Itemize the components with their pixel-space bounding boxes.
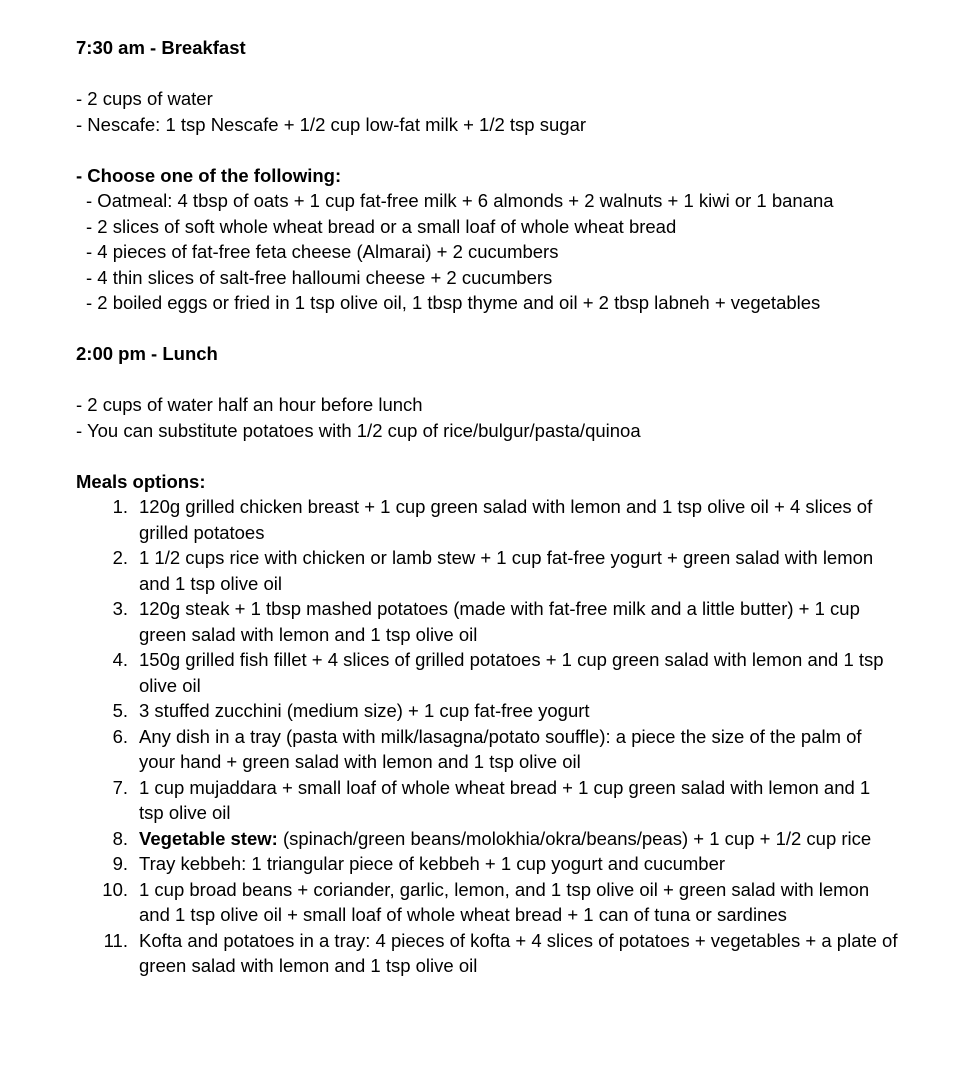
meal-option-text: 1 cup broad beans + coriander, garlic, lemon, and 1 tsp olive oil + green salad with lemon and 1 tsp olive oil + small loaf of whole wheat bread + 1 can of tuna or sardines	[139, 878, 870, 925]
meal-option-text: 120g steak + 1 tbsp mashed potatoes (made with fat-free milk and a little butter) + 1 cup green salad with lemon and 1 tsp olive oil	[139, 598, 860, 645]
lunch-heading: 2:00 pm - Lunch	[76, 343, 218, 364]
lunch-item: - 2 cups of water half an hour before lunch	[76, 394, 423, 415]
breakfast-item: - 2 cups of water	[76, 88, 213, 109]
choose-heading: - Choose one of the following:	[76, 164, 342, 186]
meal-option	[76, 494, 899, 545]
meal-option-text: Tray kebbeh: 1 triangular piece of kebbeh + 1 cup yogurt and cucumber	[139, 853, 726, 874]
breakfast-choice: - 4 thin slices of salt-free halloumi cheese + 2 cucumbers	[86, 266, 553, 288]
spacer	[76, 61, 940, 87]
meal-option-number: 5.	[112, 700, 128, 721]
meal-option-number: 10.	[102, 878, 128, 900]
spacer	[76, 367, 940, 393]
meal-option-bold-label: Vegetable stew:	[139, 827, 278, 849]
breakfast-choice: - 2 boiled eggs or fried in 1 tsp olive oil, 1 tbsp thyme and oil + 2 tbsp labneh + vegetables	[86, 292, 821, 313]
meal-option-number: 3.	[112, 598, 128, 619]
meal-option-text: (spinach/green beans/molokhia/okra/beans/peas) + 1 cup + 1/2 cup rice	[277, 827, 872, 849]
meal-option	[76, 928, 899, 979]
meal-option-number: 4.	[112, 649, 128, 670]
spacer	[76, 137, 940, 163]
meal-option-text: 150g grilled fish fillet + 4 slices of grilled potatoes + 1 cup green salad with lemon and 1 tsp olive oil	[139, 649, 884, 696]
meal-options-heading: Meals options:	[76, 470, 206, 492]
meal-option-text: 3 stuffed zucchini (medium size) + 1 cup fat-free yogurt	[139, 700, 590, 721]
meal-option-number: 1.	[112, 496, 128, 517]
spacer	[76, 443, 940, 469]
meal-option-text: Kofta and potatoes in a tray: 4 pieces of kofta + 4 slices of potatoes + vegetables + a plate of green salad with lemon and 1 tsp olive oil	[139, 929, 898, 976]
meal-option	[76, 826, 899, 852]
meal-option-number: 8.	[112, 827, 128, 849]
breakfast-choice: - Oatmeal: 4 tbsp of oats + 1 cup fat-free milk + 6 almonds + 2 walnuts + 1 kiwi or 1 banana	[86, 190, 834, 211]
breakfast-heading: 7:30 am - Breakfast	[76, 37, 246, 58]
breakfast-choice: - 2 slices of soft whole wheat bread or a small loaf of whole wheat bread	[86, 215, 677, 237]
meal-option	[76, 724, 899, 775]
meal-option-text: 120g grilled chicken breast + 1 cup green salad with lemon and 1 tsp olive oil + 4 slices of grilled potatoes	[139, 496, 873, 543]
spacer	[76, 316, 940, 342]
meal-option	[76, 775, 899, 826]
meal-option	[76, 851, 899, 877]
meal-option-number: 9.	[112, 853, 128, 874]
meal-option	[76, 596, 899, 647]
meal-option	[76, 545, 899, 596]
breakfast-choice: - 4 pieces of fat-free feta cheese (Almarai) + 2 cucumbers	[86, 241, 559, 262]
lunch-item: - You can substitute potatoes with 1/2 cup of rice/bulgur/pasta/quinoa	[76, 419, 641, 441]
breakfast-item: - Nescafe: 1 tsp Nescafe + 1/2 cup low-fat milk + 1/2 tsp sugar	[76, 113, 587, 135]
meal-option-number: 7.	[112, 776, 128, 798]
meal-option-number: 6.	[112, 725, 128, 747]
meal-option	[76, 877, 899, 928]
meal-option-text: 1 cup mujaddara + small loaf of whole wheat bread + 1 cup green salad with lemon and 1 tsp olive oil	[139, 776, 871, 823]
meal-option-number: 11.	[103, 929, 128, 951]
meal-options-list	[76, 494, 940, 979]
meal-option-number: 2.	[112, 547, 128, 568]
meal-option-text: Any dish in a tray (pasta with milk/lasagna/potato souffle): a piece the size of the palm of your hand + green salad with lemon and 1 tsp olive oil	[139, 725, 862, 772]
meal-option-text: 1 1/2 cups rice with chicken or lamb stew + 1 cup fat-free yogurt + green salad with lemon and 1 tsp olive oil	[139, 547, 874, 594]
meal-option	[76, 647, 899, 698]
meal-option	[76, 698, 899, 724]
